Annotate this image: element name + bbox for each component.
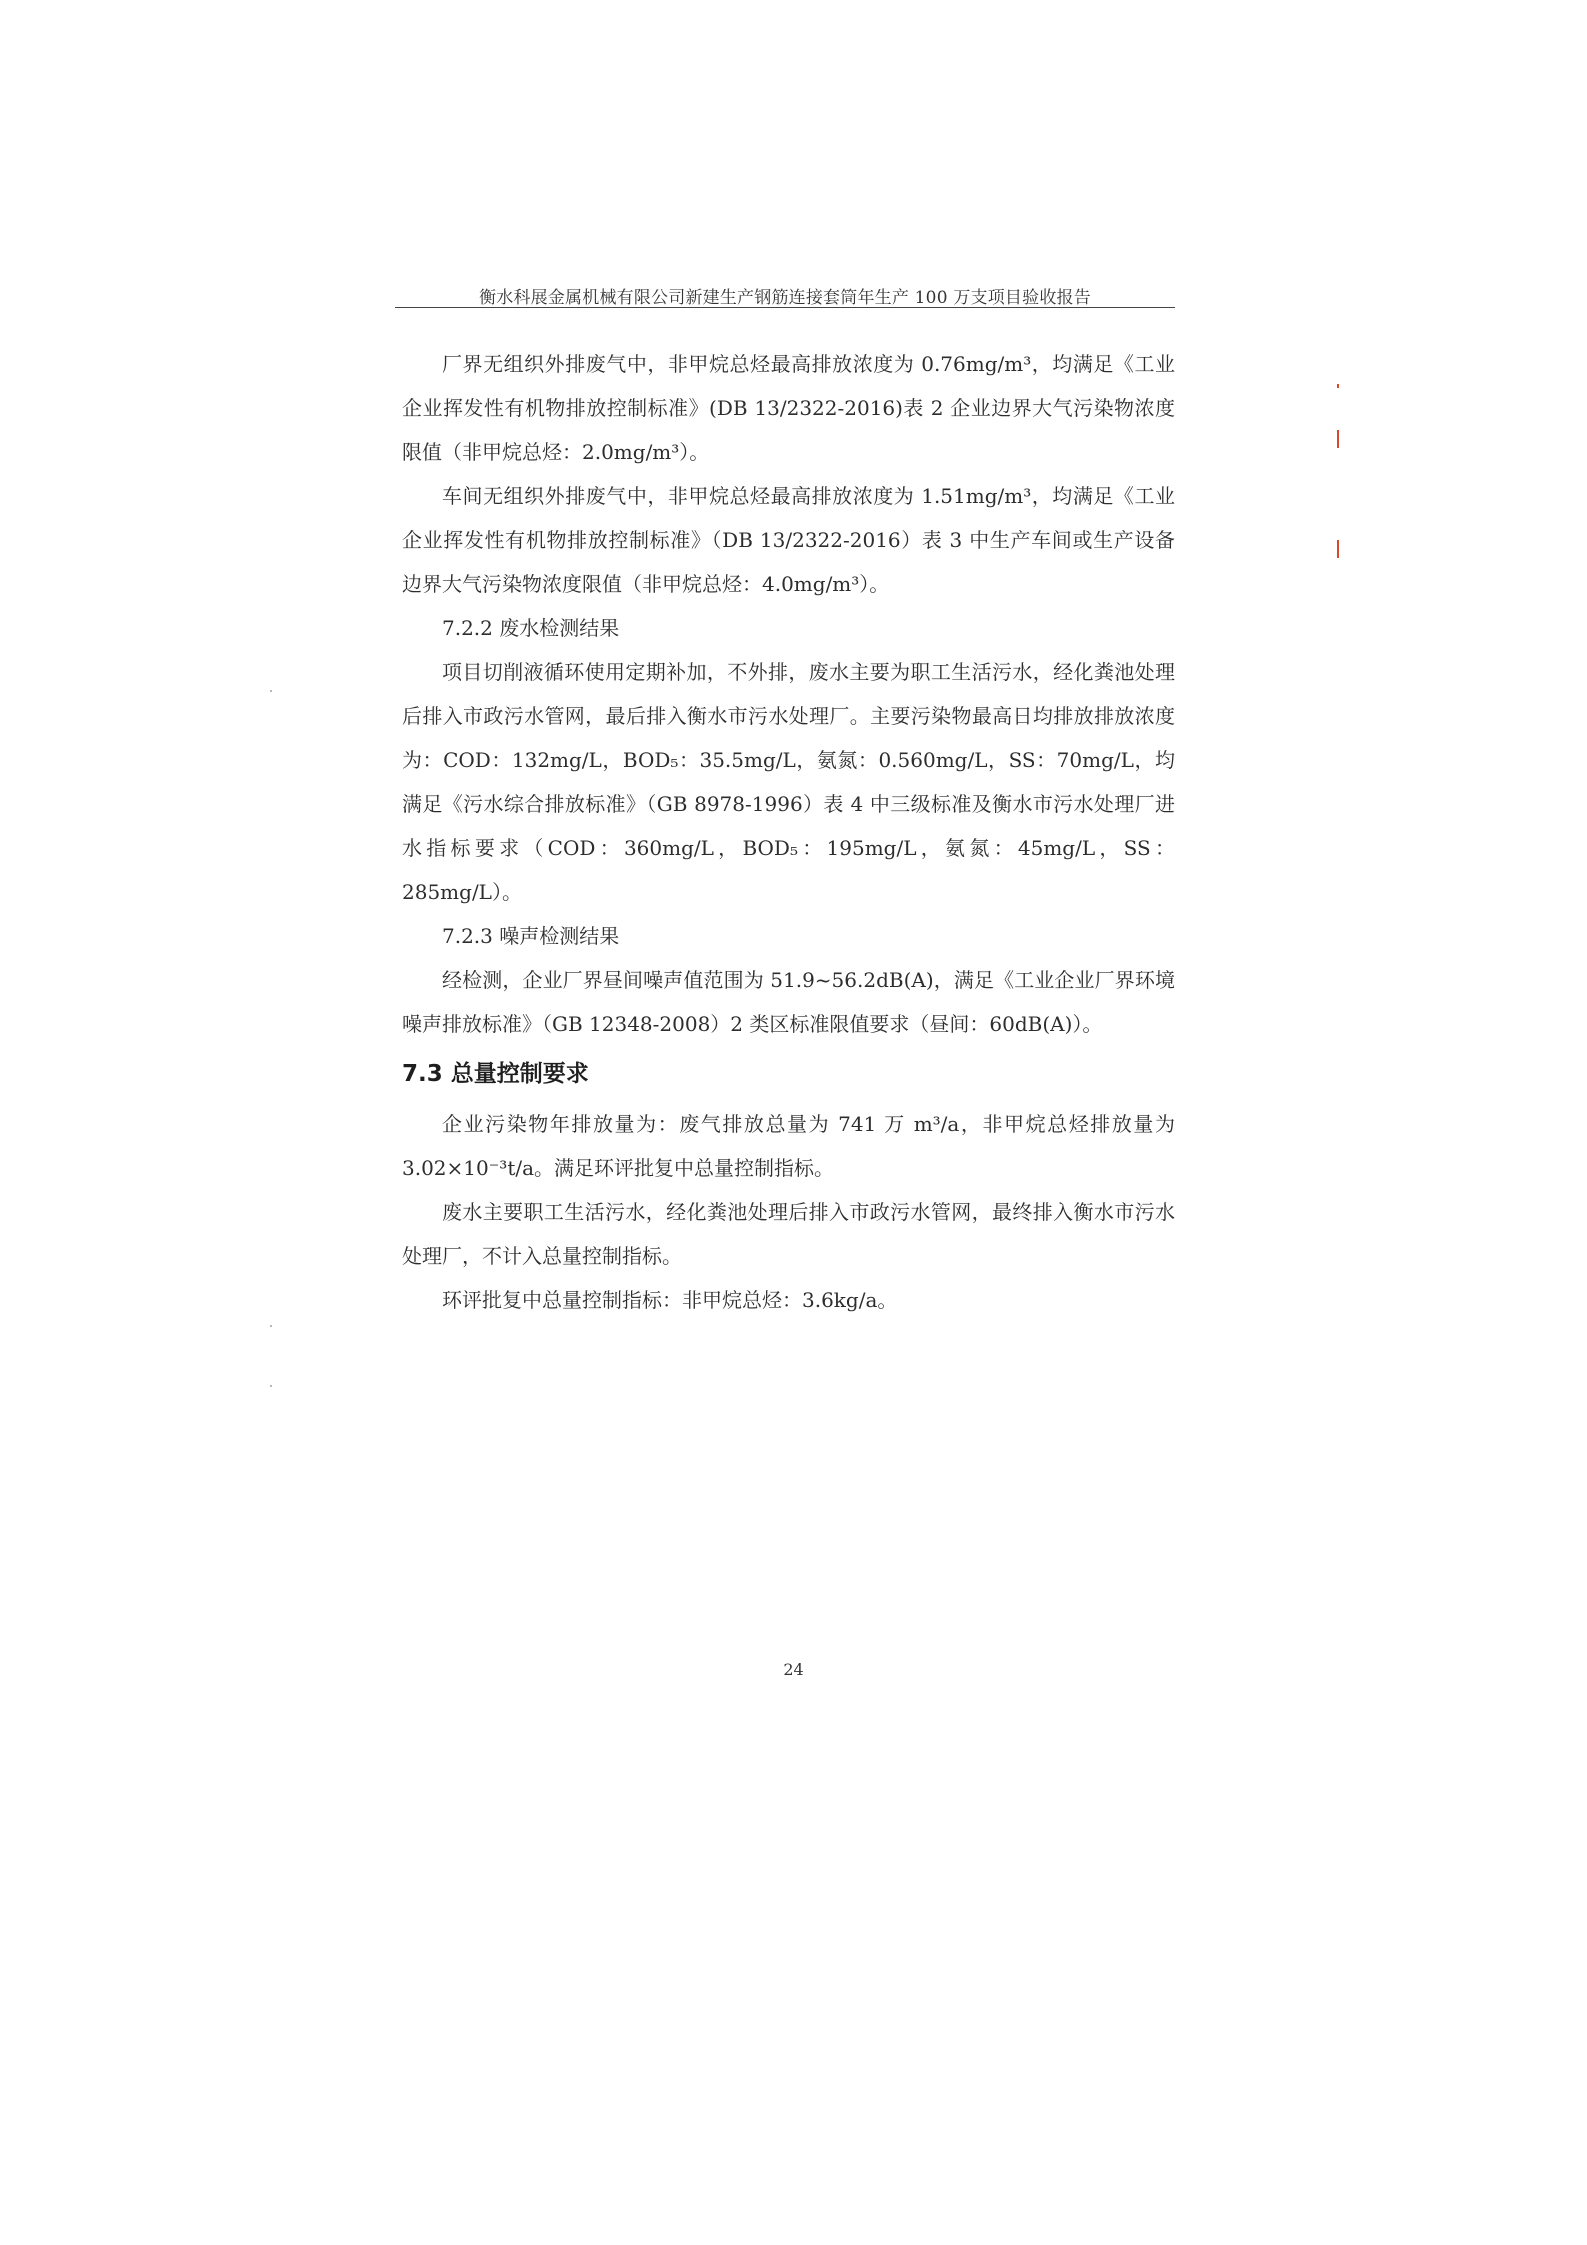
paragraph-noise-results: 经检测，企业厂界昼间噪声值范围为 51.9~56.2dB(A)，满足《工业企业厂界环境噪声排放标准》（GB 12348-2008）2 类区标准限值要求（昼间：60dB(A)）。 <box>402 968 1175 1036</box>
header-rule <box>395 307 1175 308</box>
section-heading-total-control: 7.3 总量控制要求 <box>402 1061 589 1087</box>
paragraph-annual-emissions: 企业污染物年排放量为：废气排放总量为 741 万 m³/a，非甲烷总烃排放量为 3.02×10⁻³t/a。满足环评批复中总量控制指标。 <box>402 1112 1175 1180</box>
paragraph-wastewater-results: 项目切削液循环使用定期补加，不外排，废水主要为职工生活污水，经化粪池处理后排入市政污水管网，最后排入衡水市污水处理厂。主要污染物最高日均排放排放浓度为：COD：132mg/L，BOD₅：35.5mg/L，氨氮：0.560mg/L，SS：70mg/L，均满足《污水综合排放标准》（GB 8978-1996）表 4 中三级标准及衡水市污水处理厂进水指标要求（COD：360mg/L，BOD₅：195mg/L，氨氮：45mg/L，SS：285mg/L）。 <box>402 660 1175 904</box>
scan-speck <box>270 690 272 692</box>
paragraph-workshop-emissions: 车间无组织外排废气中，非甲烷总烃最高排放浓度为 1.51mg/m³，均满足《工业企业挥发性有机物排放控制标准》（DB 13/2322-2016）表 3 中生产车间或生产设备边界大气污染物浓度限值（非甲烷总烃：4.0mg/m³）。 <box>402 484 1175 596</box>
paragraph-boundary-emissions: 厂界无组织外排废气中，非甲烷总烃最高排放浓度为 0.76mg/m³，均满足《工业企业挥发性有机物排放控制标准》(DB 13/2322-2016)表 2 企业边界大气污染物浓度限值（非甲烷总烃：2.0mg/m³）。 <box>402 352 1175 464</box>
running-header: 衡水科展金属机械有限公司新建生产钢筋连接套筒年生产 100 万支项目验收报告 <box>479 288 1091 308</box>
subsection-heading-wastewater: 7.2.2 废水检测结果 <box>442 616 620 640</box>
margin-mark <box>1337 384 1339 388</box>
paragraph-control-index: 环评批复中总量控制指标：非甲烷总烃：3.6kg/a。 <box>442 1288 898 1312</box>
document-body <box>402 342 1175 1322</box>
scan-speck <box>270 1325 272 1327</box>
scan-speck <box>270 1385 272 1387</box>
subsection-heading-noise: 7.2.3 噪声检测结果 <box>442 924 620 948</box>
paragraph-wastewater-total: 废水主要职工生活污水，经化粪池处理后排入市政污水管网，最终排入衡水市污水处理厂，不计入总量控制指标。 <box>402 1200 1175 1268</box>
margin-mark <box>1337 430 1339 448</box>
page-number: 24 <box>783 1660 804 1679</box>
margin-mark <box>1337 540 1339 558</box>
